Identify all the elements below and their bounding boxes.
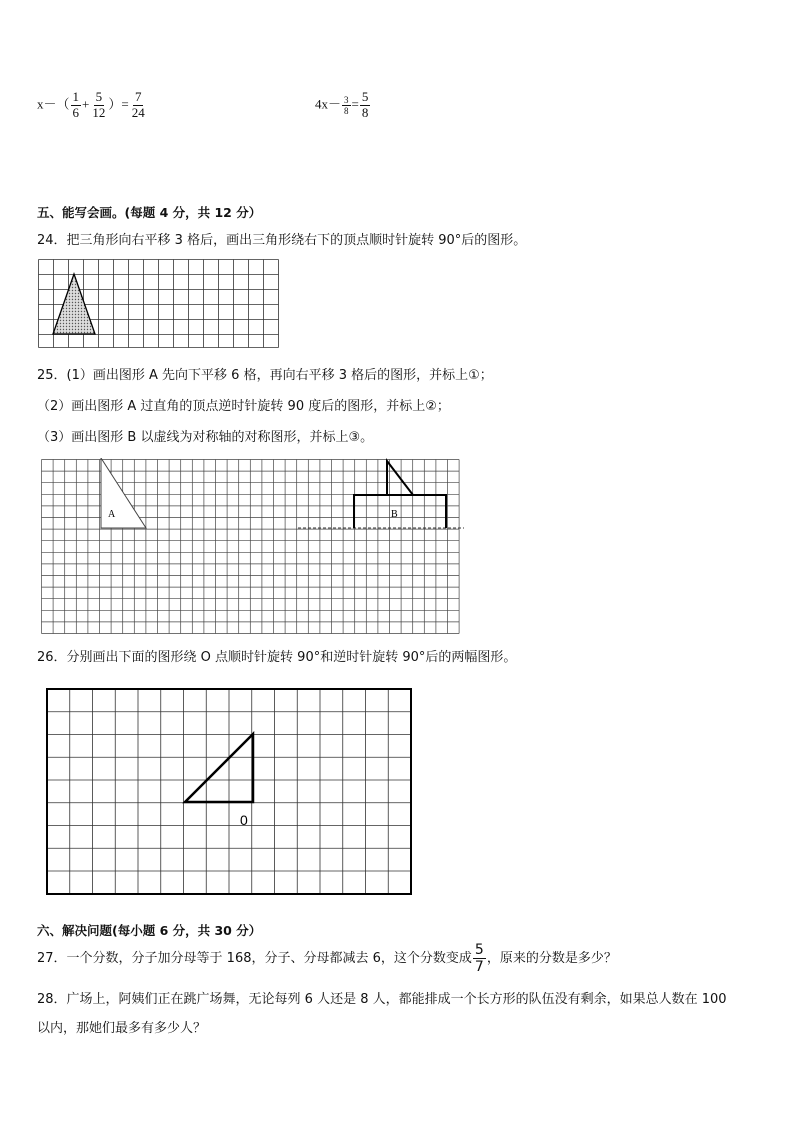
eq1-fraction-2 [90,90,107,121]
eq1-f3-den: 24 [131,104,145,120]
eq2-f1-num: 3 [344,94,349,105]
eq2-f2-den: 8 [361,104,369,120]
eq1-fraction-3 [130,90,147,121]
right-triangle [185,734,253,802]
question-27-text-2: ，原来的分数是多少？ [486,951,617,967]
question-27-text-1: 27．一个分数，分子加分母等于 168，分子、分母都减去 6，这个分数变成 [37,951,472,967]
eq2-fraction-2 [360,90,371,121]
q27-frac-den: 7 [474,959,484,976]
q27-frac-num: 5 [474,942,484,958]
grid-q26 [45,687,415,897]
grid-q26-lines [47,689,411,894]
grid-q24 [38,259,280,349]
eq2-fraction-1 [342,95,351,117]
eq1-f1-den: 6 [72,104,80,120]
eq1-prefix: x－（ [37,96,70,112]
question-25-2: （2）画出图形 A 过直角的顶点逆时针旋转 90 度后的图形，并标上②； [37,399,450,414]
section-5-title: 五、能写会画。(每题 4 分，共 12 分） [37,205,262,220]
label-b: B [391,509,398,520]
eq1-f3-num: 7 [134,89,142,104]
shape-b [354,495,446,528]
grid-q25 [40,458,466,634]
section-6-title: 六、解决问题(每小题 6 分，共 30 分） [37,923,262,938]
label-o: 0 [240,812,248,828]
question-26: 26．分别画出下面的图形绕 O 点顺时针旋转 90°和逆时针旋转 90°后的两幅图形。 [37,650,517,665]
question-25-1: 25．(1）画出图形 A 先向下平移 6 格，再向右平移 3 格后的图形，并标上①； [37,368,493,383]
shape-b-flag [387,461,413,495]
equation-1 [37,90,148,121]
eq2-prefix: 4x－ [315,96,342,112]
eq2-f1-den: 8 [344,105,349,116]
shaded-triangle [53,274,95,334]
eq2-equals: = [351,96,359,112]
question-28-line-2: 以内，那她们最多有多少人？ [37,1021,207,1036]
eq1-f2-num: 5 [95,89,103,104]
eq1-plus: + [82,96,90,112]
question-28-line-1: 28．广场上，阿姨们正在跳广场舞，无论每列 6 人还是 8 人，都能排成一个长方形的队伍没有剩余，如果总人数在 100 [37,992,727,1007]
question-27-fraction [473,942,486,975]
eq2-f2-num: 5 [361,89,369,104]
question-27 [37,942,617,975]
equation-2 [315,90,371,121]
eq1-close: ）= [108,96,129,112]
question-25-3: （3）画出图形 B 以虚线为对称轴的对称图形，并标上③。 [37,430,374,445]
eq1-f2-den: 12 [92,104,106,120]
question-24: 24．把三角形向右平移 3 格后，画出三角形绕右下的顶点顺时针旋转 90°后的图形。 [37,233,527,248]
eq1-f1-num: 1 [72,89,80,104]
eq1-fraction-1 [71,90,82,121]
label-a: A [108,509,116,520]
